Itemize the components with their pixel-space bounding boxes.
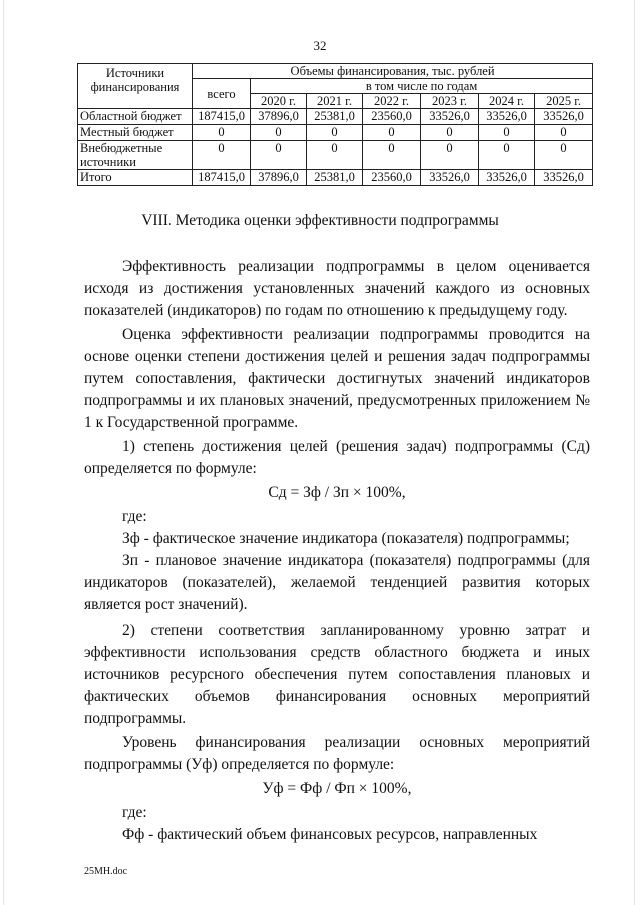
- header-year: 2025 г.: [535, 94, 593, 109]
- header-year: 2023 г.: [421, 94, 479, 109]
- table-row: [78, 109, 593, 125]
- table-row: [78, 125, 593, 141]
- row-value: 33526,0: [421, 109, 479, 125]
- paragraph-cost-level: 2) степени соответствия запланированному уровню затрат и эффективности использования средств областного бюджета и иных источников ресурсного обеспечения путем сопоставления плановых и фактических объемов финансирования основных мероприятий подпрограммы.: [84, 622, 590, 727]
- row-total: 187415,0: [193, 109, 251, 125]
- page-number: 32: [313, 38, 327, 53]
- header-volume: Объемы финансирования, тыс. рублей: [193, 64, 593, 79]
- header-total: всего: [193, 79, 251, 109]
- row-value: 33526,0: [479, 109, 535, 125]
- row-source: Областной бюджет: [78, 109, 193, 125]
- row-value: 33526,0: [535, 170, 593, 186]
- row-value: 23560,0: [363, 109, 421, 125]
- row-value: 23560,0: [363, 170, 421, 186]
- row-source: Итого: [78, 170, 193, 186]
- row-value: 0: [363, 141, 421, 170]
- paragraph-evaluation: Оценка эффективности реализации подпрограммы проводится на основе оценки степени достижения целей и решения задач подпрограммы путем сопоставления, фактически достигнутых значений индикаторов подпрограммы и их плановых значений, предусмотренных приложением № 1 к Государственной программе.: [84, 326, 590, 431]
- row-value: 0: [479, 125, 535, 141]
- row-source: Местный бюджет: [78, 125, 193, 141]
- row-total: 0: [193, 125, 251, 141]
- row-value: 0: [307, 141, 363, 170]
- financing-table: [77, 63, 593, 186]
- row-value: 37896,0: [251, 109, 307, 125]
- row-value: 37896,0: [251, 170, 307, 186]
- definition-zf: Зф - фактическое значение индикатора (показателя) подпрограммы;: [122, 530, 570, 547]
- row-value: 0: [363, 125, 421, 141]
- row-source: Внебюджетные источники: [78, 141, 193, 170]
- row-value: 33526,0: [479, 170, 535, 186]
- row-value: 0: [421, 141, 479, 170]
- formula-uf: Уф = Фф / Фп × 100%,: [262, 780, 412, 797]
- row-total: 0: [193, 141, 251, 170]
- table-row: [78, 141, 593, 170]
- row-value: 0: [421, 125, 479, 141]
- header-year: 2022 г.: [363, 94, 421, 109]
- paragraph-effectiveness: Эффективность реализации подпрограммы в целом оценивается исходя из достижения установленных значений каждого из основных показателей (индикаторов) по годам по отношению к предыдущему году.: [84, 258, 590, 319]
- header-year: 2021 г.: [307, 94, 363, 109]
- where-label-2: где:: [122, 804, 147, 821]
- definition-zp: Зп - плановое значение индикатора (показателя) подпрограммы (для индикаторов (показателей), желаемой тенденцией развития которых является рост значений).: [84, 552, 590, 613]
- row-value: 0: [535, 141, 593, 170]
- row-value: 0: [479, 141, 535, 170]
- row-total: 187415,0: [193, 170, 251, 186]
- formula-sd: Сд = Зф / Зп × 100%,: [268, 484, 406, 501]
- paragraph-goal-degree: 1) степень достижения целей (решения задач) подпрограммы (Сд) определяется по формуле:: [84, 438, 590, 477]
- table-row: [78, 170, 593, 186]
- header-source: Источники финансирования: [78, 64, 193, 109]
- row-value: 33526,0: [421, 170, 479, 186]
- row-value: 33526,0: [535, 109, 593, 125]
- scan-margin-line-left: [3, 0, 4, 905]
- paragraph-financing-level: Уровень финансирования реализации основных мероприятий подпрограммы (Уф) определяется по формуле:: [84, 734, 590, 773]
- definition-ff: Фф - фактический объем финансовых ресурсов, направленных: [122, 826, 538, 843]
- header-by-years: в том числе по годам: [251, 79, 593, 94]
- row-value: 25381,0: [307, 109, 363, 125]
- header-year: 2024 г.: [479, 94, 535, 109]
- row-value: 0: [307, 125, 363, 141]
- row-value: 0: [251, 141, 307, 170]
- row-value: 0: [535, 125, 593, 141]
- footer-filename: 25МН.doc: [84, 866, 128, 877]
- section-title: VIII. Методика оценки эффективности подпрограммы: [141, 212, 499, 229]
- where-label: где:: [122, 508, 147, 525]
- scan-margin-line-right: [634, 0, 635, 905]
- row-value: 0: [251, 125, 307, 141]
- header-year: 2020 г.: [251, 94, 307, 109]
- row-value: 25381,0: [307, 170, 363, 186]
